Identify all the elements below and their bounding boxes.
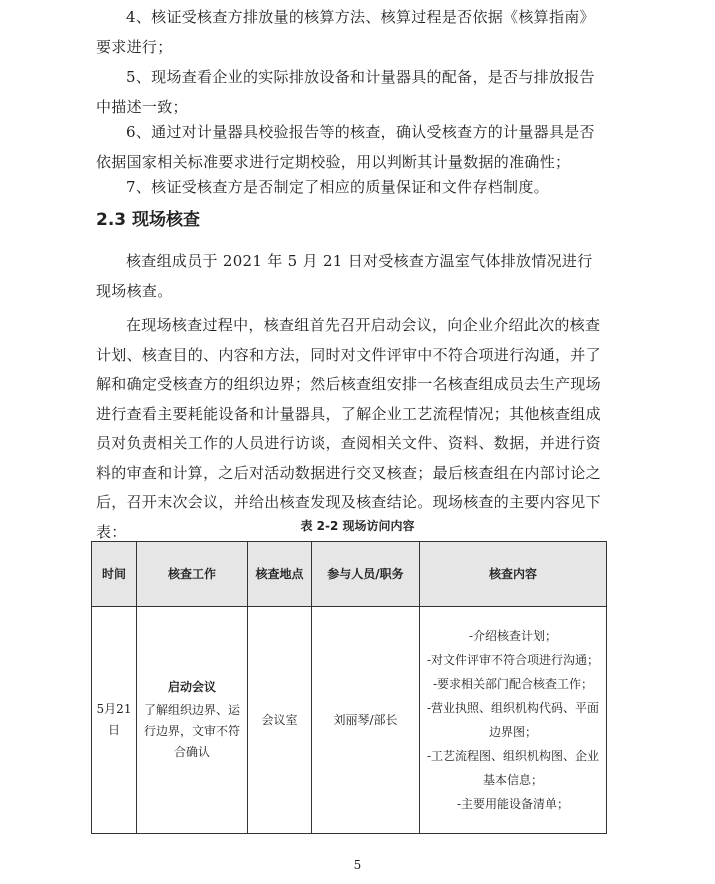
cell-people: 刘丽琴/部长 — [312, 607, 420, 834]
section-paragraph-2: 在现场核查过程中，核查组首先召开启动会议，向企业介绍此次的核查计划、核查目的、内容和方法，同时对文件评审中不符合项进行沟通，并了解和确定受核查方的组织边界；然后核查组安排一名核查组成员去生产现场进行查看主要耗能设备和计量器具，了解企业工艺流程情况；其他核查组成员对负责相关工作的人员进行访谈，查阅相关文件、资料、数据，并进行资料的审查和计算，之后对活动数据进行交叉核查；最后核查组在内部讨论之后，召开末次会议，并给出核查发现及核查结论。现场核查的主要内容见下表： — [96, 316, 601, 541]
header-location: 核查地点 — [248, 542, 312, 607]
site-visit-table — [91, 541, 607, 834]
content-item: -主要用能设备清单； — [456, 797, 570, 811]
table-caption: 表 2-2 现场访问内容 — [300, 519, 415, 533]
header-content: 核查内容 — [420, 542, 607, 607]
cell-location: 会议室 — [248, 607, 312, 834]
section-heading: 2.3 现场核查 — [96, 210, 201, 230]
cell-time: 5月21日 — [92, 607, 137, 834]
content-item: -工艺流程图、组织机构图、企业基本信息； — [426, 749, 600, 787]
paragraph-item-5: 5、现场查看企业的实际排放设备和计量器具的配备，是否与排放报告中描述一致； — [96, 68, 595, 116]
table-row — [92, 607, 607, 834]
content-item: -营业执照、组织机构代码、平面边界图； — [426, 701, 600, 739]
cell-work — [137, 607, 248, 834]
cell-content — [420, 607, 607, 834]
content-item: -对文件评审不符合项进行沟通； — [426, 653, 600, 667]
page-number: 5 — [353, 858, 362, 872]
table-header-row — [92, 542, 607, 607]
section-paragraph-1: 核查组成员于 2021 年 5 月 21 日对受核查方温室气体排放情况进行现场核查。 — [96, 252, 593, 300]
header-time: 时间 — [92, 542, 137, 607]
paragraph-item-4: 4、核证受核查方排放量的核算方法、核算过程是否依据《核算指南》要求进行； — [96, 8, 595, 56]
content-item: -要求相关部门配合核查工作； — [432, 677, 594, 691]
paragraph-item-6: 6、通过对计量器具校验报告等的核查，确认受核查方的计量器具是否依据国家相关标准要求进行定期校验，用以判断其计量数据的准确性； — [96, 123, 595, 171]
content-item: -介绍核查计划； — [468, 629, 558, 643]
paragraph-item-7: 7、核证受核查方是否制定了相应的质量保证和文件存档制度。 — [126, 178, 549, 196]
meeting-title: 启动会议 — [167, 680, 216, 694]
header-people: 参与人员/职务 — [312, 542, 420, 607]
header-work: 核查工作 — [137, 542, 248, 607]
meeting-description: 了解组织边界、运行边界，文审不符合确认 — [143, 703, 240, 759]
